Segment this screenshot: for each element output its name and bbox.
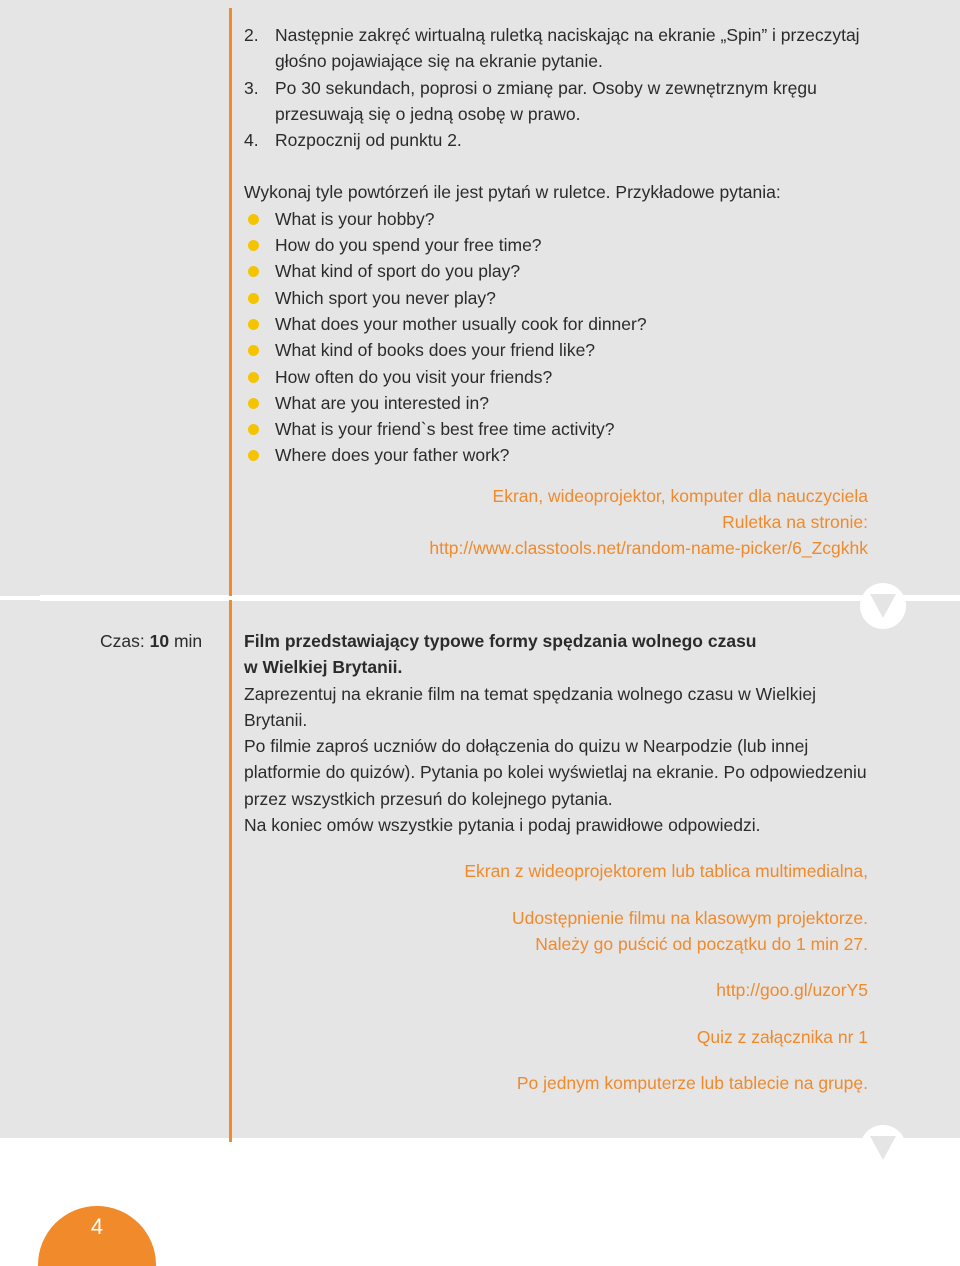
bullet-icon xyxy=(248,319,259,330)
bullet-icon xyxy=(248,240,259,251)
materials-line: Należy go puścić od początku do 1 min 27. xyxy=(535,933,868,954)
timeline-line-bottom xyxy=(229,600,232,1142)
intro-text: Wykonaj tyle powtórzeń ile jest pytań w ruletce. Przykładowe pytania: xyxy=(244,182,781,203)
question-item: What kind of books does your friend like? xyxy=(244,337,868,363)
section-title: Film przedstawiający typowe formy spędzania wolnego czasu w Wielkiej Brytanii. xyxy=(244,631,757,678)
bullet-icon xyxy=(248,450,259,461)
instruction-paragraph: Po filmie zaproś uczniów do dołączenia do quizu w Nearpodzie (lub innej platformie do quizów). Pytania po kolei wyświetlaj na ekranie. Po odpowiedzeniu przez wszystkich przesuń do kolejnego pytania. xyxy=(244,736,867,809)
question-item: What is your friend`s best free time activity? xyxy=(244,416,868,442)
bullet-icon xyxy=(248,293,259,304)
bullet-icon xyxy=(248,372,259,383)
question-item: How often do you visit your friends? xyxy=(244,364,868,390)
materials-line: Ekran z wideoprojektorem lub tablica multimedialna, xyxy=(464,861,868,882)
question-item: What are you interested in? xyxy=(244,390,868,416)
question-item: What does your mother usually cook for dinner? xyxy=(244,311,868,337)
materials-bottom xyxy=(244,858,868,1096)
timeline-line-top xyxy=(229,8,232,596)
bottom-content xyxy=(244,628,868,1096)
bullet-icon xyxy=(248,345,259,356)
bullet-icon xyxy=(248,398,259,409)
section-divider xyxy=(40,595,960,601)
materials-top xyxy=(244,483,868,562)
materials-line: Ruletka na stronie: xyxy=(722,512,868,533)
bullet-icon xyxy=(248,214,259,225)
page-number-badge: 4 xyxy=(38,1206,156,1266)
materials-line: Po jednym komputerze lub tablecie na grupę. xyxy=(516,1072,868,1093)
questions-list xyxy=(244,206,868,469)
bullet-icon xyxy=(248,266,259,277)
step-item: 3. Po 30 sekundach, poprosi o zmianę par. Osoby w zewnętrznym kręgu przesuwają się o jedną osobę w prawo. xyxy=(244,77,817,124)
chevron-down-icon xyxy=(858,582,908,630)
materials-line: Udostępnienie filmu na klasowym projektorze. xyxy=(512,907,868,928)
video-link[interactable]: http://goo.gl/uzorY5 xyxy=(716,980,868,1001)
question-item: What kind of sport do you play? xyxy=(244,258,868,284)
materials-line: Ekran, wideoprojektor, komputer dla nauczyciela xyxy=(492,485,868,506)
question-item: Where does your father work? xyxy=(244,442,868,468)
instruction-paragraph: Zaprezentuj na ekranie film na temat spędzania wolnego czasu w Wielkiej Brytanii. xyxy=(244,683,816,730)
step-item: 4. Rozpocznij od punktu 2. xyxy=(244,130,462,151)
steps-list xyxy=(244,22,868,153)
step-item: 2. Następnie zakręć wirtualną ruletką naciskając na ekranie „Spin” i przeczytaj głośno pojawiające się na ekranie pytanie. xyxy=(244,25,860,72)
chevron-down-icon xyxy=(858,1124,908,1172)
question-item: How do you spend your free time? xyxy=(244,232,868,258)
question-item: What is your hobby? xyxy=(244,206,868,232)
question-item: Which sport you never play? xyxy=(244,285,868,311)
materials-line: Quiz z załącznika nr 1 xyxy=(696,1026,868,1047)
instruction-paragraph: Na koniec omów wszystkie pytania i podaj prawidłowe odpowiedzi. xyxy=(244,815,761,836)
roulette-link[interactable]: http://www.classtools.net/random-name-picker/6_Zcgkhk xyxy=(429,538,868,559)
bullet-icon xyxy=(248,424,259,435)
time-label: Czas: 10 min xyxy=(100,631,203,651)
top-content xyxy=(244,22,868,562)
